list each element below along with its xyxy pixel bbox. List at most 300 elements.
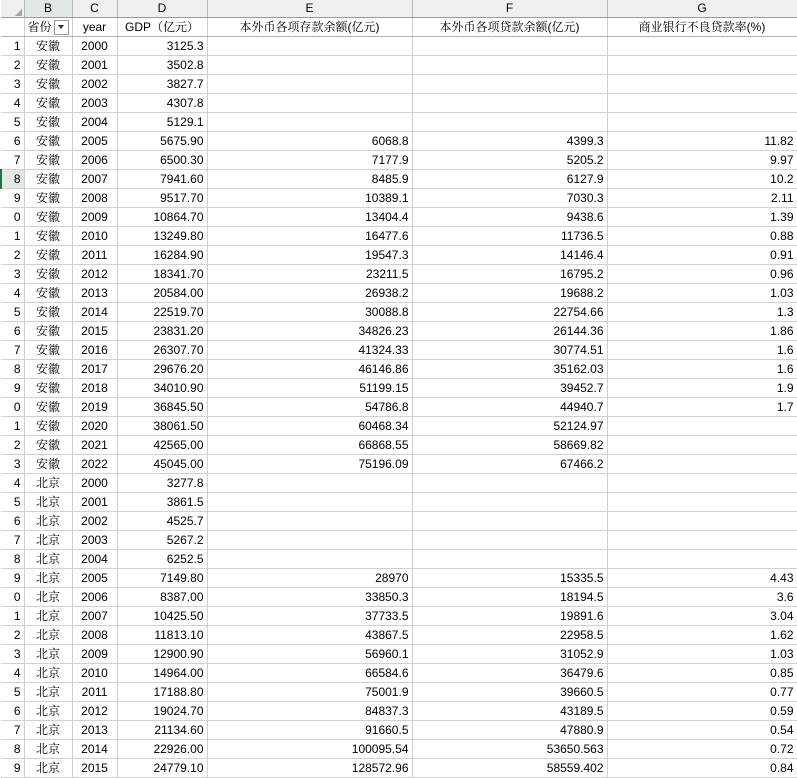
cell-deposits[interactable]: 19547.3 bbox=[207, 246, 412, 265]
cell-npl-ratio[interactable]: 1.9 bbox=[607, 379, 797, 398]
table-row[interactable] bbox=[1, 455, 797, 474]
cell-loans[interactable]: 52124.97 bbox=[412, 417, 607, 436]
row-header[interactable]: 3 bbox=[1, 645, 24, 664]
cell-deposits[interactable]: 30088.8 bbox=[207, 303, 412, 322]
table-row[interactable] bbox=[1, 56, 797, 75]
cell-gdp[interactable]: 45045.00 bbox=[117, 455, 207, 474]
cell-loans[interactable]: 4399.3 bbox=[412, 132, 607, 151]
row-header[interactable]: 4 bbox=[1, 284, 24, 303]
cell-gdp[interactable]: 7149.80 bbox=[117, 569, 207, 588]
cell-deposits[interactable]: 7177.9 bbox=[207, 151, 412, 170]
row-header[interactable]: 3 bbox=[1, 455, 24, 474]
cell-gdp[interactable]: 23831.20 bbox=[117, 322, 207, 341]
cell-loans[interactable]: 26144.36 bbox=[412, 322, 607, 341]
row-header[interactable]: 1 bbox=[1, 607, 24, 626]
column-header-d[interactable]: D bbox=[117, 0, 207, 18]
cell-deposits[interactable]: 13404.4 bbox=[207, 208, 412, 227]
cell-deposits[interactable] bbox=[207, 37, 412, 56]
cell-npl-ratio[interactable]: 1.6 bbox=[607, 360, 797, 379]
cell-gdp[interactable]: 3861.5 bbox=[117, 493, 207, 512]
cell-deposits[interactable] bbox=[207, 531, 412, 550]
cell-province[interactable]: 北京 bbox=[24, 683, 72, 702]
cell-province[interactable]: 安徽 bbox=[24, 417, 72, 436]
cell-loans[interactable]: 58669.82 bbox=[412, 436, 607, 455]
row-header[interactable]: 8 bbox=[1, 170, 24, 189]
cell-deposits[interactable]: 26938.2 bbox=[207, 284, 412, 303]
cell-loans[interactable]: 14146.4 bbox=[412, 246, 607, 265]
cell-province[interactable]: 安徽 bbox=[24, 284, 72, 303]
cell-deposits[interactable]: 75196.09 bbox=[207, 455, 412, 474]
cell-year[interactable]: 2011 bbox=[72, 246, 117, 265]
cell-gdp[interactable]: 5129.1 bbox=[117, 113, 207, 132]
cell-deposits[interactable]: 10389.1 bbox=[207, 189, 412, 208]
cell-deposits[interactable]: 91660.5 bbox=[207, 721, 412, 740]
cell-deposits[interactable] bbox=[207, 550, 412, 569]
table-row[interactable] bbox=[1, 626, 797, 645]
cell-deposits[interactable]: 28970 bbox=[207, 569, 412, 588]
cell-deposits[interactable] bbox=[207, 474, 412, 493]
cell-year[interactable]: 2012 bbox=[72, 702, 117, 721]
cell-gdp[interactable]: 14964.00 bbox=[117, 664, 207, 683]
cell-npl-ratio[interactable] bbox=[607, 113, 797, 132]
table-row[interactable] bbox=[1, 75, 797, 94]
cell-year[interactable]: 2005 bbox=[72, 132, 117, 151]
table-row[interactable] bbox=[1, 569, 797, 588]
row-header[interactable]: 9 bbox=[1, 569, 24, 588]
table-row[interactable] bbox=[1, 645, 797, 664]
cell-province[interactable]: 安徽 bbox=[24, 341, 72, 360]
cell-npl-ratio[interactable]: 0.88 bbox=[607, 227, 797, 246]
cell-deposits[interactable]: 16477.6 bbox=[207, 227, 412, 246]
cell-year[interactable]: 2014 bbox=[72, 303, 117, 322]
cell-province[interactable]: 北京 bbox=[24, 569, 72, 588]
table-row[interactable] bbox=[1, 360, 797, 379]
cell-loans[interactable]: 11736.5 bbox=[412, 227, 607, 246]
cell-province[interactable]: 北京 bbox=[24, 474, 72, 493]
row-header[interactable]: 6 bbox=[1, 512, 24, 531]
table-row[interactable] bbox=[1, 493, 797, 512]
cell-province[interactable]: 北京 bbox=[24, 512, 72, 531]
cell-deposits[interactable]: 75001.9 bbox=[207, 683, 412, 702]
cell-loans[interactable]: 39452.7 bbox=[412, 379, 607, 398]
cell-npl-ratio[interactable] bbox=[607, 474, 797, 493]
cell-deposits[interactable]: 6068.8 bbox=[207, 132, 412, 151]
table-row[interactable] bbox=[1, 588, 797, 607]
table-row[interactable] bbox=[1, 398, 797, 417]
cell-gdp[interactable]: 38061.50 bbox=[117, 417, 207, 436]
cell-loans[interactable] bbox=[412, 113, 607, 132]
cell-gdp[interactable]: 10864.70 bbox=[117, 208, 207, 227]
row-header[interactable]: 8 bbox=[1, 360, 24, 379]
filter-dropdown-button[interactable] bbox=[54, 20, 69, 35]
cell-loans[interactable]: 53650.563 bbox=[412, 740, 607, 759]
cell-year[interactable]: 2005 bbox=[72, 569, 117, 588]
cell-loans[interactable] bbox=[412, 550, 607, 569]
cell-province[interactable]: 北京 bbox=[24, 531, 72, 550]
cell-province[interactable]: 安徽 bbox=[24, 246, 72, 265]
cell-deposits[interactable]: 51199.15 bbox=[207, 379, 412, 398]
cell-npl-ratio[interactable]: 0.96 bbox=[607, 265, 797, 284]
cell-gdp[interactable]: 24779.10 bbox=[117, 759, 207, 778]
cell-year[interactable]: 2001 bbox=[72, 56, 117, 75]
cell-province[interactable]: 北京 bbox=[24, 759, 72, 778]
cell-loans[interactable] bbox=[412, 94, 607, 113]
cell-year[interactable]: 2019 bbox=[72, 398, 117, 417]
cell-deposits[interactable]: 56960.1 bbox=[207, 645, 412, 664]
table-row[interactable] bbox=[1, 683, 797, 702]
cell-year[interactable]: 2009 bbox=[72, 208, 117, 227]
row-header[interactable]: 3 bbox=[1, 75, 24, 94]
cell-npl-ratio[interactable] bbox=[607, 455, 797, 474]
cell-province[interactable]: 安徽 bbox=[24, 37, 72, 56]
cell-province[interactable]: 安徽 bbox=[24, 455, 72, 474]
cell-loans[interactable]: 30774.51 bbox=[412, 341, 607, 360]
row-header[interactable]: 4 bbox=[1, 474, 24, 493]
cell-npl-ratio[interactable] bbox=[607, 531, 797, 550]
cell-deposits[interactable]: 34826.23 bbox=[207, 322, 412, 341]
cell-npl-ratio[interactable] bbox=[607, 75, 797, 94]
cell-deposits[interactable]: 33850.3 bbox=[207, 588, 412, 607]
row-header[interactable]: 1 bbox=[1, 37, 24, 56]
field-header-gdp[interactable]: GDP（亿元） bbox=[117, 18, 207, 37]
cell-province[interactable]: 安徽 bbox=[24, 265, 72, 284]
table-row[interactable] bbox=[1, 379, 797, 398]
cell-province[interactable]: 安徽 bbox=[24, 75, 72, 94]
cell-loans[interactable]: 16795.2 bbox=[412, 265, 607, 284]
field-header-year[interactable]: year bbox=[72, 18, 117, 37]
row-header[interactable]: 0 bbox=[1, 398, 24, 417]
cell-province[interactable]: 安徽 bbox=[24, 398, 72, 417]
cell-loans[interactable]: 36479.6 bbox=[412, 664, 607, 683]
cell-province[interactable]: 安徽 bbox=[24, 322, 72, 341]
cell-province[interactable]: 安徽 bbox=[24, 113, 72, 132]
cell-loans[interactable]: 22754.66 bbox=[412, 303, 607, 322]
cell-npl-ratio[interactable] bbox=[607, 56, 797, 75]
cell-year[interactable]: 2003 bbox=[72, 531, 117, 550]
cell-deposits[interactable]: 37733.5 bbox=[207, 607, 412, 626]
cell-deposits[interactable]: 100095.54 bbox=[207, 740, 412, 759]
cell-province[interactable]: 安徽 bbox=[24, 227, 72, 246]
cell-npl-ratio[interactable]: 1.3 bbox=[607, 303, 797, 322]
cell-gdp[interactable]: 5675.90 bbox=[117, 132, 207, 151]
cell-loans[interactable] bbox=[412, 37, 607, 56]
cell-npl-ratio[interactable]: 1.03 bbox=[607, 645, 797, 664]
table-row[interactable] bbox=[1, 740, 797, 759]
cell-province[interactable]: 北京 bbox=[24, 588, 72, 607]
cell-province[interactable]: 北京 bbox=[24, 664, 72, 683]
cell-gdp[interactable]: 4307.8 bbox=[117, 94, 207, 113]
row-header[interactable]: 5 bbox=[1, 303, 24, 322]
row-header[interactable]: 7 bbox=[1, 341, 24, 360]
cell-npl-ratio[interactable]: 0.85 bbox=[607, 664, 797, 683]
cell-gdp[interactable]: 3277.8 bbox=[117, 474, 207, 493]
cell-year[interactable]: 2021 bbox=[72, 436, 117, 455]
cell-gdp[interactable]: 16284.90 bbox=[117, 246, 207, 265]
cell-year[interactable]: 2004 bbox=[72, 113, 117, 132]
table-row[interactable] bbox=[1, 303, 797, 322]
cell-npl-ratio[interactable]: 0.91 bbox=[607, 246, 797, 265]
cell-deposits[interactable] bbox=[207, 113, 412, 132]
cell-npl-ratio[interactable]: 0.59 bbox=[607, 702, 797, 721]
cell-gdp[interactable]: 5267.2 bbox=[117, 531, 207, 550]
cell-year[interactable]: 2016 bbox=[72, 341, 117, 360]
row-header[interactable]: 5 bbox=[1, 113, 24, 132]
cell-year[interactable]: 2022 bbox=[72, 455, 117, 474]
row-header[interactable]: 1 bbox=[1, 227, 24, 246]
cell-province[interactable]: 安徽 bbox=[24, 56, 72, 75]
cell-year[interactable]: 2012 bbox=[72, 265, 117, 284]
cell-year[interactable]: 2010 bbox=[72, 227, 117, 246]
cell-year[interactable]: 2017 bbox=[72, 360, 117, 379]
row-header[interactable]: 7 bbox=[1, 531, 24, 550]
cell-year[interactable]: 2013 bbox=[72, 284, 117, 303]
cell-province[interactable]: 安徽 bbox=[24, 189, 72, 208]
cell-year[interactable]: 2007 bbox=[72, 170, 117, 189]
cell-gdp[interactable]: 10425.50 bbox=[117, 607, 207, 626]
cell-year[interactable]: 2013 bbox=[72, 721, 117, 740]
cell-year[interactable]: 2020 bbox=[72, 417, 117, 436]
cell-year[interactable]: 2002 bbox=[72, 512, 117, 531]
table-row[interactable] bbox=[1, 37, 797, 56]
cell-gdp[interactable]: 3502.8 bbox=[117, 56, 207, 75]
column-header-c[interactable]: C bbox=[72, 0, 117, 18]
cell-npl-ratio[interactable]: 0.84 bbox=[607, 759, 797, 778]
table-row[interactable] bbox=[1, 512, 797, 531]
cell-province[interactable]: 北京 bbox=[24, 550, 72, 569]
cell-deposits[interactable]: 60468.34 bbox=[207, 417, 412, 436]
cell-gdp[interactable]: 26307.70 bbox=[117, 341, 207, 360]
cell-deposits[interactable]: 66584.6 bbox=[207, 664, 412, 683]
cell-npl-ratio[interactable] bbox=[607, 512, 797, 531]
table-row[interactable] bbox=[1, 208, 797, 227]
cell-gdp[interactable]: 20584.00 bbox=[117, 284, 207, 303]
cell-year[interactable]: 2000 bbox=[72, 474, 117, 493]
cell-province[interactable]: 安徽 bbox=[24, 360, 72, 379]
cell-year[interactable]: 2008 bbox=[72, 626, 117, 645]
column-header-e[interactable]: E bbox=[207, 0, 412, 18]
cell-gdp[interactable]: 6252.5 bbox=[117, 550, 207, 569]
cell-npl-ratio[interactable]: 0.77 bbox=[607, 683, 797, 702]
table-row[interactable] bbox=[1, 189, 797, 208]
field-header-loans[interactable]: 本外币各项贷款余额(亿元) bbox=[412, 18, 607, 37]
table-row[interactable] bbox=[1, 322, 797, 341]
field-header-province[interactable] bbox=[24, 18, 72, 37]
cell-loans[interactable] bbox=[412, 56, 607, 75]
cell-deposits[interactable]: 46146.86 bbox=[207, 360, 412, 379]
cell-province[interactable]: 北京 bbox=[24, 607, 72, 626]
row-header[interactable]: 5 bbox=[1, 493, 24, 512]
column-header-g[interactable]: G bbox=[607, 0, 797, 18]
cell-npl-ratio[interactable]: 1.03 bbox=[607, 284, 797, 303]
cell-gdp[interactable]: 22519.70 bbox=[117, 303, 207, 322]
table-row[interactable] bbox=[1, 550, 797, 569]
cell-loans[interactable]: 15335.5 bbox=[412, 569, 607, 588]
cell-npl-ratio[interactable]: 0.54 bbox=[607, 721, 797, 740]
table-row[interactable] bbox=[1, 246, 797, 265]
cell-gdp[interactable]: 36845.50 bbox=[117, 398, 207, 417]
cell-gdp[interactable]: 3125.3 bbox=[117, 37, 207, 56]
table-row[interactable] bbox=[1, 132, 797, 151]
cell-deposits[interactable]: 8485.9 bbox=[207, 170, 412, 189]
cell-loans[interactable]: 35162.03 bbox=[412, 360, 607, 379]
column-header-f[interactable]: F bbox=[412, 0, 607, 18]
cell-npl-ratio[interactable]: 2.11 bbox=[607, 189, 797, 208]
cell-gdp[interactable]: 9517.70 bbox=[117, 189, 207, 208]
cell-year[interactable]: 2018 bbox=[72, 379, 117, 398]
cell-loans[interactable]: 58559.402 bbox=[412, 759, 607, 778]
table-row[interactable] bbox=[1, 113, 797, 132]
cell-province[interactable]: 安徽 bbox=[24, 208, 72, 227]
cell-year[interactable]: 2001 bbox=[72, 493, 117, 512]
table-row[interactable] bbox=[1, 417, 797, 436]
cell-year[interactable]: 2004 bbox=[72, 550, 117, 569]
table-row[interactable] bbox=[1, 227, 797, 246]
cell-deposits[interactable]: 66868.55 bbox=[207, 436, 412, 455]
table-row[interactable] bbox=[1, 664, 797, 683]
cell-gdp[interactable]: 17188.80 bbox=[117, 683, 207, 702]
cell-deposits[interactable]: 23211.5 bbox=[207, 265, 412, 284]
cell-loans[interactable]: 19891.6 bbox=[412, 607, 607, 626]
row-header[interactable]: 2 bbox=[1, 246, 24, 265]
cell-loans[interactable]: 6127.9 bbox=[412, 170, 607, 189]
cell-npl-ratio[interactable]: 9.97 bbox=[607, 151, 797, 170]
cell-npl-ratio[interactable] bbox=[607, 436, 797, 455]
cell-npl-ratio[interactable] bbox=[607, 94, 797, 113]
cell-year[interactable]: 2007 bbox=[72, 607, 117, 626]
table-row[interactable] bbox=[1, 151, 797, 170]
cell-loans[interactable]: 19688.2 bbox=[412, 284, 607, 303]
cell-province[interactable]: 北京 bbox=[24, 702, 72, 721]
row-header[interactable]: 9 bbox=[1, 759, 24, 778]
row-header[interactable]: 6 bbox=[1, 702, 24, 721]
cell-deposits[interactable] bbox=[207, 493, 412, 512]
table-row[interactable] bbox=[1, 284, 797, 303]
cell-loans[interactable] bbox=[412, 75, 607, 94]
table-row[interactable] bbox=[1, 436, 797, 455]
cell-province[interactable]: 安徽 bbox=[24, 94, 72, 113]
row-header[interactable]: 2 bbox=[1, 626, 24, 645]
cell-loans[interactable] bbox=[412, 531, 607, 550]
table-row[interactable] bbox=[1, 702, 797, 721]
cell-province[interactable]: 安徽 bbox=[24, 151, 72, 170]
row-header[interactable]: 9 bbox=[1, 189, 24, 208]
row-header[interactable]: 1 bbox=[1, 417, 24, 436]
cell-npl-ratio[interactable]: 4.43 bbox=[607, 569, 797, 588]
cell-npl-ratio[interactable]: 1.86 bbox=[607, 322, 797, 341]
cell-deposits[interactable] bbox=[207, 512, 412, 531]
cell-gdp[interactable]: 6500.30 bbox=[117, 151, 207, 170]
cell-loans[interactable]: 18194.5 bbox=[412, 588, 607, 607]
cell-deposits[interactable] bbox=[207, 75, 412, 94]
cell-deposits[interactable]: 84837.3 bbox=[207, 702, 412, 721]
cell-year[interactable]: 2010 bbox=[72, 664, 117, 683]
cell-province[interactable]: 安徽 bbox=[24, 132, 72, 151]
cell-year[interactable]: 2014 bbox=[72, 740, 117, 759]
row-header[interactable]: 0 bbox=[1, 208, 24, 227]
cell-loans[interactable]: 39660.5 bbox=[412, 683, 607, 702]
row-header[interactable]: 9 bbox=[1, 379, 24, 398]
cell-gdp[interactable]: 7941.60 bbox=[117, 170, 207, 189]
cell-npl-ratio[interactable]: 1.6 bbox=[607, 341, 797, 360]
cell-gdp[interactable]: 42565.00 bbox=[117, 436, 207, 455]
cell-npl-ratio[interactable]: 1.39 bbox=[607, 208, 797, 227]
cell-loans[interactable]: 9438.6 bbox=[412, 208, 607, 227]
cell-npl-ratio[interactable] bbox=[607, 550, 797, 569]
cell-npl-ratio[interactable]: 3.6 bbox=[607, 588, 797, 607]
cell-deposits[interactable] bbox=[207, 56, 412, 75]
row-header[interactable]: 3 bbox=[1, 265, 24, 284]
row-header[interactable]: 2 bbox=[1, 56, 24, 75]
cell-loans[interactable] bbox=[412, 512, 607, 531]
cell-loans[interactable]: 44940.7 bbox=[412, 398, 607, 417]
cell-npl-ratio[interactable]: 1.7 bbox=[607, 398, 797, 417]
cell-loans[interactable]: 31052.9 bbox=[412, 645, 607, 664]
cell-year[interactable]: 2008 bbox=[72, 189, 117, 208]
row-header[interactable]: 0 bbox=[1, 588, 24, 607]
cell-npl-ratio[interactable] bbox=[607, 417, 797, 436]
column-header-b[interactable]: B bbox=[24, 0, 72, 18]
cell-year[interactable]: 2015 bbox=[72, 759, 117, 778]
cell-npl-ratio[interactable]: 11.82 bbox=[607, 132, 797, 151]
cell-npl-ratio[interactable]: 1.62 bbox=[607, 626, 797, 645]
table-row[interactable] bbox=[1, 474, 797, 493]
cell-gdp[interactable]: 3827.7 bbox=[117, 75, 207, 94]
cell-province[interactable]: 北京 bbox=[24, 721, 72, 740]
row-header[interactable]: 7 bbox=[1, 721, 24, 740]
cell-loans[interactable]: 67466.2 bbox=[412, 455, 607, 474]
cell-gdp[interactable]: 19024.70 bbox=[117, 702, 207, 721]
field-header-npl-ratio[interactable]: 商业银行不良贷款率(%) bbox=[607, 18, 797, 37]
cell-npl-ratio[interactable]: 10.2 bbox=[607, 170, 797, 189]
table-row[interactable] bbox=[1, 265, 797, 284]
row-header[interactable]: 6 bbox=[1, 132, 24, 151]
cell-gdp[interactable]: 11813.10 bbox=[117, 626, 207, 645]
select-all-corner[interactable] bbox=[1, 0, 24, 18]
table-row[interactable] bbox=[1, 94, 797, 113]
cell-loans[interactable]: 47880.9 bbox=[412, 721, 607, 740]
cell-year[interactable]: 2000 bbox=[72, 37, 117, 56]
row-header[interactable]: 6 bbox=[1, 322, 24, 341]
cell-year[interactable]: 2006 bbox=[72, 151, 117, 170]
cell-npl-ratio[interactable] bbox=[607, 37, 797, 56]
cell-gdp[interactable]: 34010.90 bbox=[117, 379, 207, 398]
cell-npl-ratio[interactable]: 0.72 bbox=[607, 740, 797, 759]
field-header-deposits[interactable]: 本外币各项存款余额(亿元) bbox=[207, 18, 412, 37]
cell-province[interactable]: 北京 bbox=[24, 645, 72, 664]
cell-loans[interactable] bbox=[412, 474, 607, 493]
cell-year[interactable]: 2011 bbox=[72, 683, 117, 702]
row-header[interactable]: 7 bbox=[1, 151, 24, 170]
cell-gdp[interactable]: 8387.00 bbox=[117, 588, 207, 607]
cell-deposits[interactable]: 43867.5 bbox=[207, 626, 412, 645]
cell-deposits[interactable]: 54786.8 bbox=[207, 398, 412, 417]
cell-gdp[interactable]: 13249.80 bbox=[117, 227, 207, 246]
cell-deposits[interactable]: 41324.33 bbox=[207, 341, 412, 360]
cell-gdp[interactable]: 18341.70 bbox=[117, 265, 207, 284]
cell-province[interactable]: 安徽 bbox=[24, 379, 72, 398]
table-row[interactable] bbox=[1, 341, 797, 360]
cell-gdp[interactable]: 21134.60 bbox=[117, 721, 207, 740]
cell-gdp[interactable]: 22926.00 bbox=[117, 740, 207, 759]
cell-province[interactable]: 安徽 bbox=[24, 170, 72, 189]
cell-year[interactable]: 2003 bbox=[72, 94, 117, 113]
cell-gdp[interactable]: 29676.20 bbox=[117, 360, 207, 379]
cell-province[interactable]: 安徽 bbox=[24, 436, 72, 455]
row-header[interactable]: 2 bbox=[1, 436, 24, 455]
row-header[interactable]: 4 bbox=[1, 94, 24, 113]
cell-deposits[interactable] bbox=[207, 94, 412, 113]
cell-province[interactable]: 北京 bbox=[24, 493, 72, 512]
